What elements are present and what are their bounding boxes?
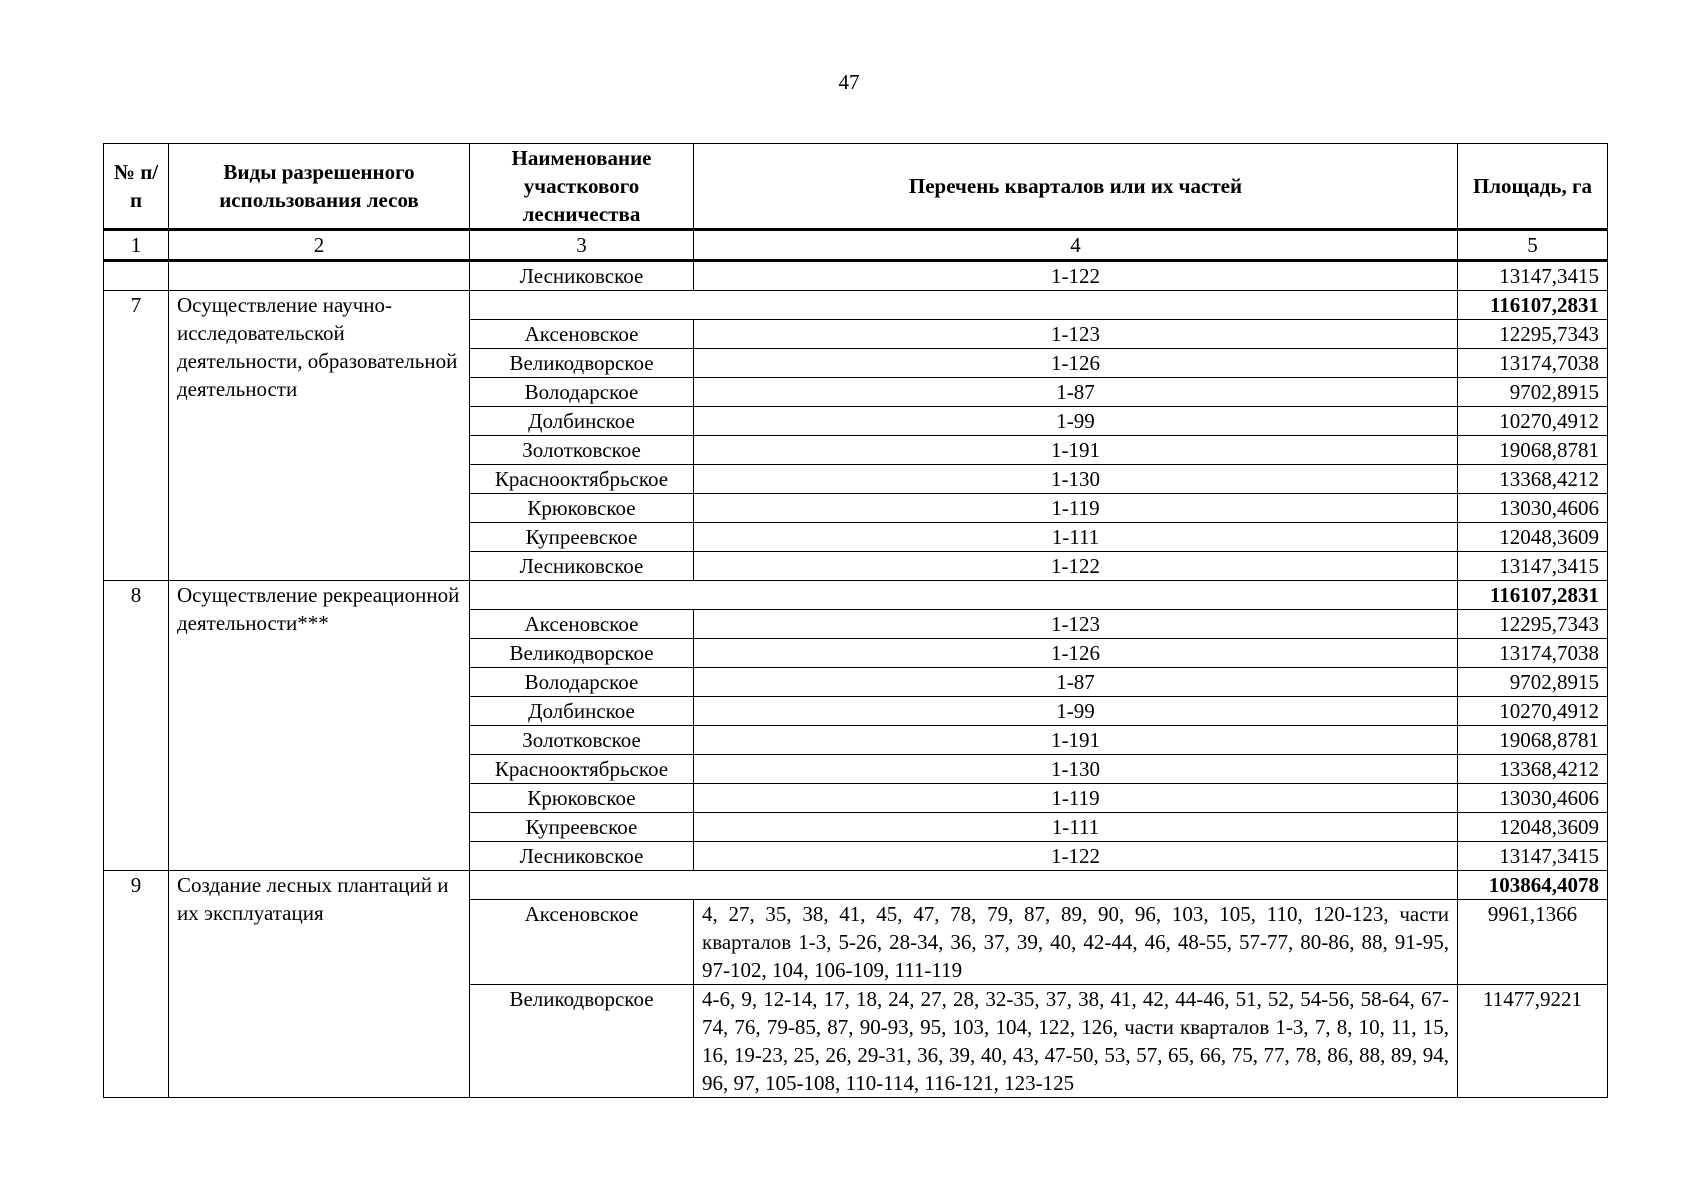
group-total: 103864,4078: [1458, 871, 1608, 900]
row-quarters: 1-130: [694, 465, 1458, 494]
row-forestry: Лесниковское: [470, 842, 694, 871]
row-forestry: Долбинское: [470, 697, 694, 726]
row-forestry: Лесниковское: [470, 261, 694, 291]
row-quarters: 1-122: [694, 842, 1458, 871]
row-forestry: Аксеновское: [470, 900, 694, 985]
row-area: 13147,3415: [1458, 261, 1608, 291]
row-forestry: Краснооктябрьское: [470, 465, 694, 494]
row-area: 9961,1366: [1458, 900, 1608, 985]
row-forestry: Краснооктябрьское: [470, 755, 694, 784]
row-forestry: Аксеновское: [470, 610, 694, 639]
row-quarters: 4-6, 9, 12-14, 17, 18, 24, 27, 28, 32-35, 37, 38, 41, 42, 44-46, 51, 52, 54-56, 58-64, 67-74, 76, 79-85, 87, 90-93, 95, 103, 104, 122, 126, части кварталов 1-3, 7, 8, 10, 11, 15, 16, 19-23, 25, 26, 29-31, 36, 39, 40, 43, 47-50, 53, 57, 65, 66, 75, 77, 78, 86, 88, 89, 94, 96, 97, 105-108, 110-114, 116-121, 123-125: [694, 985, 1458, 1098]
row-quarters: 1-130: [694, 755, 1458, 784]
group-total-spacer: [470, 871, 1458, 900]
group-usage: Осуществление научно-исследовательской деятельности, образовательной деятельности: [169, 291, 470, 581]
row-area: 13174,7038: [1458, 349, 1608, 378]
row-forestry: Крюковское: [470, 494, 694, 523]
row-area: 13147,3415: [1458, 842, 1608, 871]
row-area: 10270,4912: [1458, 407, 1608, 436]
row-quarters: 4, 27, 35, 38, 41, 45, 47, 78, 79, 87, 89, 90, 96, 103, 105, 110, 120-123, части кварталов 1-3, 5-26, 28-34, 36, 37, 39, 40, 42-44, 46, 48-55, 57-77, 80-86, 88, 91-95, 97-102, 104, 106-109, 111-119: [694, 900, 1458, 985]
row-forestry: Великодворское: [470, 985, 694, 1098]
row-quarters: 1-123: [694, 610, 1458, 639]
row-quarters: 1-111: [694, 813, 1458, 842]
group-total: 116107,2831: [1458, 581, 1608, 610]
group-num: 9: [104, 871, 169, 1098]
row-quarters: 1-191: [694, 726, 1458, 755]
column-number: 3: [470, 230, 694, 261]
row-area: 12048,3609: [1458, 813, 1608, 842]
row-area: 12295,7343: [1458, 320, 1608, 349]
forest-use-table: [103, 143, 1608, 1098]
group-total-row: [104, 581, 1608, 610]
table-row: [104, 261, 1608, 291]
row-quarters: 1-119: [694, 494, 1458, 523]
row-num: [104, 261, 169, 291]
row-area: 12295,7343: [1458, 610, 1608, 639]
row-area: 13174,7038: [1458, 639, 1608, 668]
row-area: 13368,4212: [1458, 755, 1608, 784]
header-quarters: Перечень кварталов или их частей: [694, 144, 1458, 230]
row-forestry: Крюковское: [470, 784, 694, 813]
column-number: 4: [694, 230, 1458, 261]
row-area: 11477,9221: [1458, 985, 1608, 1098]
row-quarters: 1-119: [694, 784, 1458, 813]
group-num: 8: [104, 581, 169, 871]
row-area: 12048,3609: [1458, 523, 1608, 552]
row-area: 9702,8915: [1458, 378, 1608, 407]
row-forestry: Володарское: [470, 668, 694, 697]
row-quarters: 1-122: [694, 261, 1458, 291]
column-number: 5: [1458, 230, 1608, 261]
row-forestry: Купреевское: [470, 813, 694, 842]
row-area: 9702,8915: [1458, 668, 1608, 697]
row-area: 19068,8781: [1458, 726, 1608, 755]
row-quarters: 1-191: [694, 436, 1458, 465]
row-usage: [169, 261, 470, 291]
row-quarters: 1-111: [694, 523, 1458, 552]
header-usage: Виды разрешенного использования лесов: [169, 144, 470, 230]
row-forestry: Золотковское: [470, 726, 694, 755]
group-total-spacer: [470, 581, 1458, 610]
row-forestry: Великодворское: [470, 639, 694, 668]
header-row: [104, 144, 1608, 230]
row-area: 13030,4606: [1458, 784, 1608, 813]
group-total-row: [104, 291, 1608, 320]
row-quarters: 1-122: [694, 552, 1458, 581]
row-quarters: 1-126: [694, 349, 1458, 378]
group-usage: Создание лесных плантаций и их эксплуатация: [169, 871, 470, 1098]
header-forestry: Наименование участкового лесничества: [470, 144, 694, 230]
row-area: 10270,4912: [1458, 697, 1608, 726]
row-quarters: 1-123: [694, 320, 1458, 349]
row-area: 13030,4606: [1458, 494, 1608, 523]
column-number: 1: [104, 230, 169, 261]
row-quarters: 1-87: [694, 378, 1458, 407]
row-forestry: Аксеновское: [470, 320, 694, 349]
row-area: 13147,3415: [1458, 552, 1608, 581]
column-number: 2: [169, 230, 470, 261]
row-forestry: Долбинское: [470, 407, 694, 436]
row-forestry: Золотковское: [470, 436, 694, 465]
page-number: 47: [838, 70, 860, 94]
row-forestry: Великодворское: [470, 349, 694, 378]
row-forestry: Лесниковское: [470, 552, 694, 581]
group-total-spacer: [470, 291, 1458, 320]
header-area: Площадь, га: [1458, 144, 1608, 230]
row-area: 13368,4212: [1458, 465, 1608, 494]
column-number-row: [104, 230, 1608, 261]
row-quarters: 1-87: [694, 668, 1458, 697]
row-forestry: Купреевское: [470, 523, 694, 552]
group-total-row: [104, 871, 1608, 900]
row-quarters: 1-99: [694, 407, 1458, 436]
group-total: 116107,2831: [1458, 291, 1608, 320]
row-quarters: 1-126: [694, 639, 1458, 668]
row-quarters: 1-99: [694, 697, 1458, 726]
row-forestry: Володарское: [470, 378, 694, 407]
group-num: 7: [104, 291, 169, 581]
row-area: 19068,8781: [1458, 436, 1608, 465]
group-usage: Осуществление рекреационной деятельности***: [169, 581, 470, 871]
header-num: № п/п: [104, 144, 169, 230]
